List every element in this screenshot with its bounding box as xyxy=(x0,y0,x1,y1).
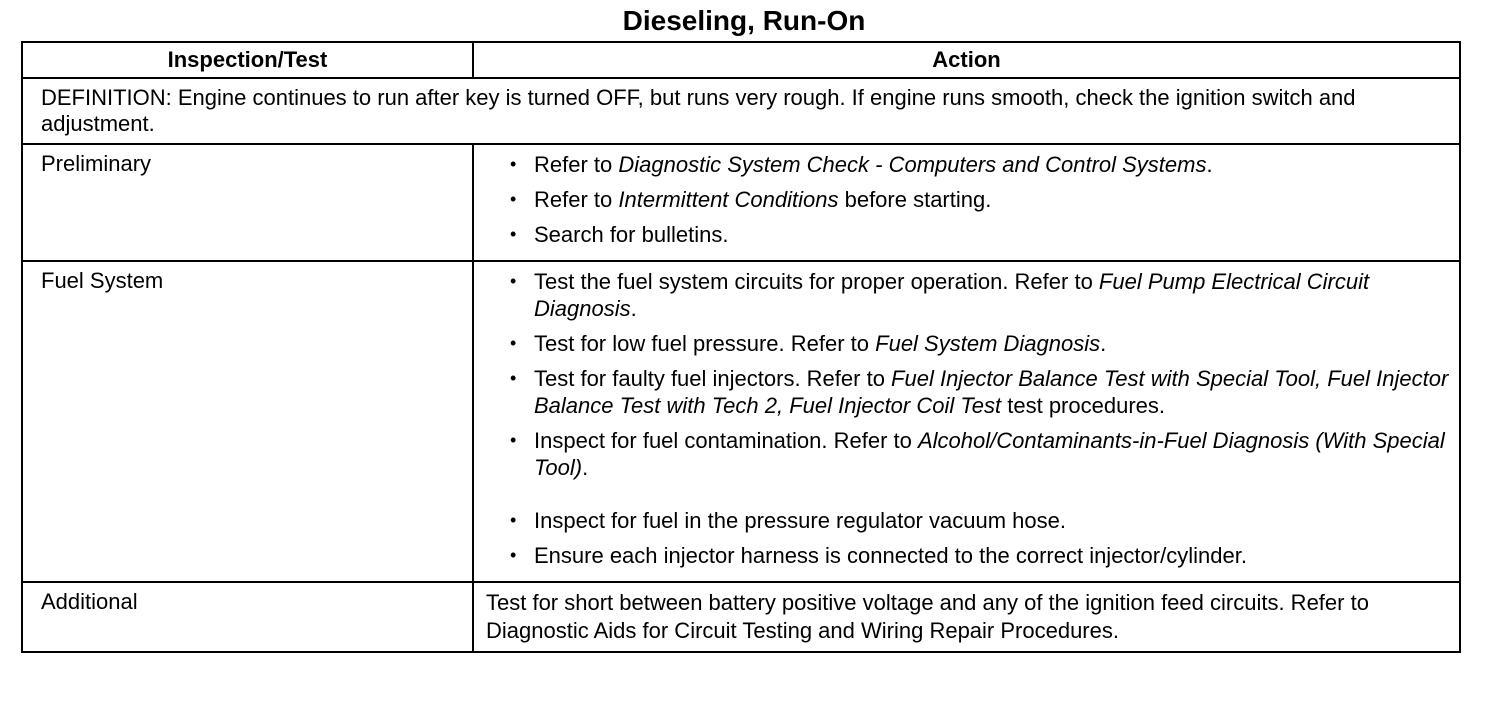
action-cell-fuel-system xyxy=(473,261,1460,582)
item-text: Inspect for fuel contamination. Refer to xyxy=(534,428,918,453)
definition-text: DEFINITION: Engine continues to run after key is turned OFF, but runs very rough. If engine runs smooth, check the ignition switch and adjustment. xyxy=(22,78,1460,144)
list-item xyxy=(510,330,1451,357)
item-text-suffix: . xyxy=(1206,152,1213,177)
table-row xyxy=(22,144,1460,261)
action-cell-preliminary xyxy=(473,144,1460,261)
diagnostic-table xyxy=(21,41,1461,653)
item-reference: Intermittent Conditions xyxy=(618,187,839,212)
item-text: Refer to xyxy=(534,152,619,177)
item-reference: Fuel Injector Balance Test with Special Tool, Fuel Injector Balance Test with Tech 2, Fuel Injector Coil Test xyxy=(534,366,1449,418)
item-text: Refer to xyxy=(534,187,619,212)
item-reference: Fuel System Diagnosis xyxy=(875,331,1101,356)
list-item xyxy=(510,151,1451,178)
action-list xyxy=(474,145,1459,260)
bullet-icon: • xyxy=(510,224,517,244)
table-row xyxy=(22,582,1460,652)
bullet-icon: • xyxy=(510,368,517,388)
list-item xyxy=(510,268,1451,322)
item-text-suffix: . xyxy=(630,296,637,321)
item-text-suffix: . xyxy=(1100,331,1107,356)
item-text-suffix: test procedures. xyxy=(1001,393,1166,418)
definition-row xyxy=(22,78,1460,144)
header-row xyxy=(22,42,1460,78)
item-text: Inspect for fuel in the pressure regulator vacuum hose. xyxy=(534,508,1066,533)
action-cell-additional: Test for short between battery positive voltage and any of the ignition feed circuits. Refer to Diagnostic Aids for Circuit Testing and Wiring Repair Procedures. xyxy=(473,582,1460,652)
bullet-icon: • xyxy=(510,154,517,174)
bullet-icon: • xyxy=(510,271,517,291)
column-header-action: Action xyxy=(473,42,1460,78)
item-text: Test for faulty fuel injectors. Refer to xyxy=(534,366,892,391)
row-label-additional: Additional xyxy=(22,582,473,652)
item-reference: Fuel Pump Electrical Circuit Diagnosis xyxy=(534,269,1370,321)
item-text-suffix: before starting. xyxy=(838,187,992,212)
list-item xyxy=(510,365,1451,419)
row-label-fuel-system: Fuel System xyxy=(22,261,473,582)
action-list xyxy=(474,262,1459,581)
item-reference: Diagnostic System Check - Computers and Control Systems xyxy=(618,152,1207,177)
bullet-icon: • xyxy=(510,510,517,530)
item-text: Ensure each injector harness is connected to the correct injector/cylinder. xyxy=(534,543,1247,568)
item-text: Test for low fuel pressure. Refer to xyxy=(534,331,876,356)
bullet-icon: • xyxy=(510,189,517,209)
list-item xyxy=(510,221,1451,248)
column-header-inspection-test: Inspection/Test xyxy=(22,42,473,78)
list-item xyxy=(510,427,1451,481)
page-title: Dieseling, Run-On xyxy=(622,5,866,36)
item-reference: Alcohol/Contaminants-in-Fuel Diagnosis (With Special Tool) xyxy=(534,428,1445,480)
row-label-preliminary: Preliminary xyxy=(22,144,473,261)
list-item xyxy=(510,186,1451,213)
list-item xyxy=(510,542,1451,569)
item-text-suffix: . xyxy=(582,455,589,480)
list-item xyxy=(510,507,1451,534)
item-text: Search for bulletins. xyxy=(534,222,729,247)
bullet-icon: • xyxy=(510,545,517,565)
bullet-icon: • xyxy=(510,333,517,353)
table-row xyxy=(22,261,1460,582)
bullet-icon: • xyxy=(510,430,517,450)
item-text: Test the fuel system circuits for proper operation. Refer to xyxy=(534,269,1099,294)
